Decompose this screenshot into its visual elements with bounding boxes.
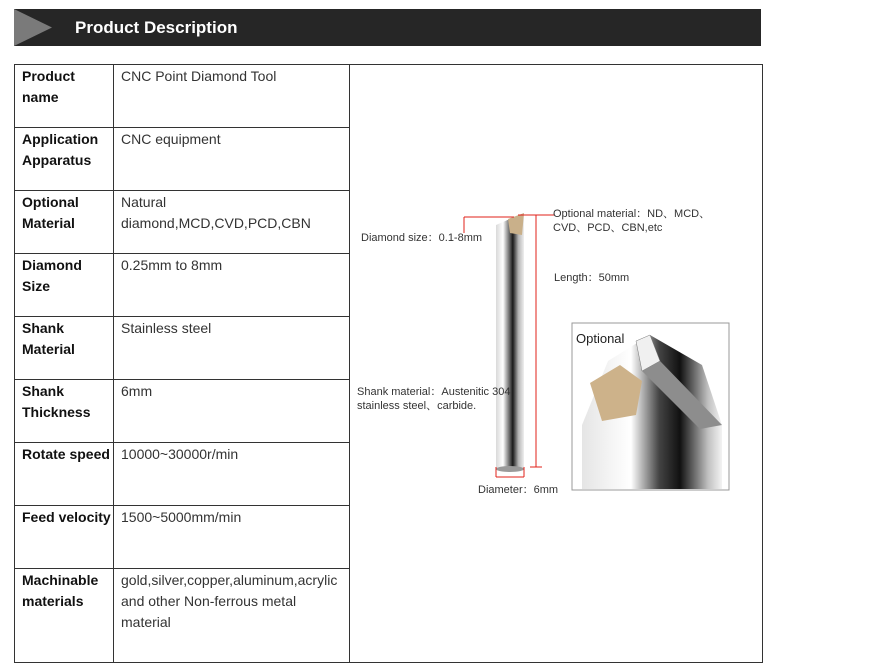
spec-value: 1500~5000mm/min: [114, 506, 350, 569]
spec-value: 0.25mm to 8mm: [114, 254, 350, 317]
spec-table: [14, 64, 763, 663]
spec-label: Rotate speed: [15, 443, 114, 506]
spec-label: Shank Material: [15, 317, 114, 380]
arrow-icon: [14, 9, 74, 46]
spec-label: Application Apparatus: [15, 128, 114, 191]
section-header-banner: [14, 9, 761, 46]
spec-value: CNC equipment: [114, 128, 350, 191]
spec-value: CNC Point Diamond Tool: [114, 65, 350, 128]
spec-label: Feed velocity: [15, 506, 114, 569]
spec-label: Product name: [15, 65, 114, 128]
product-figure-cell: [350, 65, 763, 663]
tool-diagram: [350, 65, 770, 653]
spec-value: gold,silver,copper,aluminum,acrylic and other Non-ferrous metal material: [114, 569, 350, 663]
spec-label: Diamond Size: [15, 254, 114, 317]
optional-label: Optional: [576, 331, 625, 346]
optional-material-note: Optional material：ND、MCD、: [553, 208, 711, 220]
diamond-size-note: Diamond size：0.1-8mm: [361, 232, 483, 244]
diamond-tool-image: [496, 213, 524, 472]
spec-value: Natural diamond,MCD,CVD,PCD,CBN: [114, 191, 350, 254]
spec-label: Optional Material: [15, 191, 114, 254]
spec-label: Shank Thickness: [15, 380, 114, 443]
shank-material-note-cont: stainless steel、carbide.: [357, 400, 477, 412]
spec-value: 6mm: [114, 380, 350, 443]
product-figure: [350, 65, 770, 653]
shank-material-note: Shank material：Austenitic 304: [357, 386, 511, 398]
spec-value: Stainless steel: [114, 317, 350, 380]
spec-label: Machinable materials: [15, 569, 114, 663]
spec-row: [15, 65, 763, 128]
length-note: Length：50mm: [554, 272, 630, 284]
diameter-note: Diameter：6mm: [478, 484, 559, 496]
optional-material-note-cont: CVD、PCD、CBN,etc: [553, 222, 663, 234]
section-title: Product Description: [75, 18, 238, 37]
spec-value: 10000~30000r/min: [114, 443, 350, 506]
